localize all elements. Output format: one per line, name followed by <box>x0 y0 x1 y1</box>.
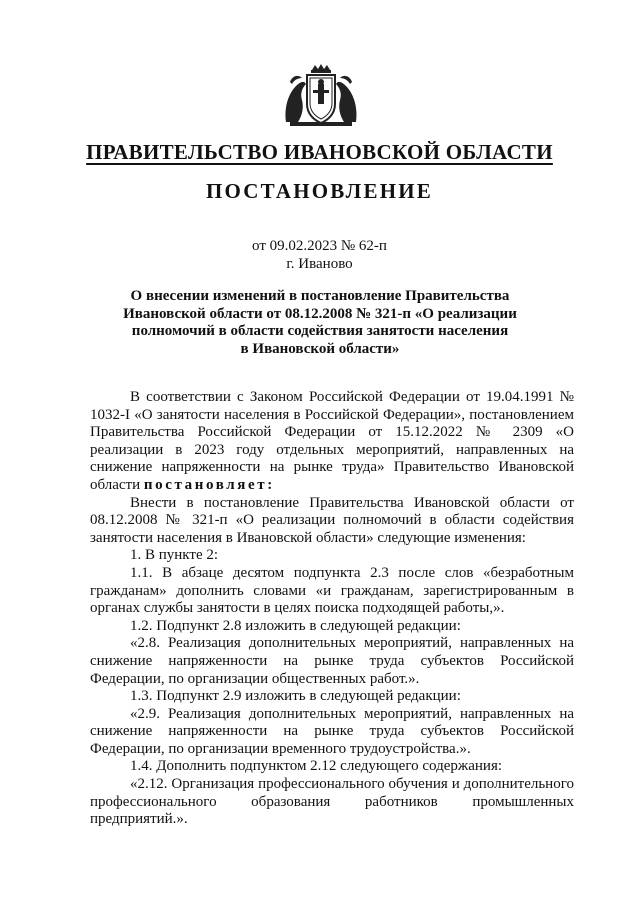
document-city: г. Иваново <box>286 256 353 272</box>
body-paragraph: 1.3. Подпункт 2.9 изложить в следующей редакции: <box>130 688 461 705</box>
preamble-paragraph <box>90 389 574 495</box>
document-type: ПОСТАНОВЛЕНИЕ <box>205 179 434 203</box>
body-paragraph: 1. В пункте 2: <box>130 547 219 564</box>
body-paragraph: «2.8. Реализация дополнительных мероприятий, направленных на снижение напряженности на рынке труда субъектов Российской Федерации, по организации общественных работ.». <box>90 635 574 687</box>
body-paragraph: 1.1. В абзаце десятом подпункта 2.3 после слов «безработным гражданам» дополнить словами «и гражданам, зарегистрированным в органах службы занятости в целях поиска подходящей работы,». <box>90 564 574 617</box>
subject-line: в Ивановской области» <box>240 340 400 357</box>
document-subject <box>120 288 520 358</box>
subject-line: Ивановской области от 08.12.2008 № 321-п «О реализации <box>123 305 517 322</box>
government-title: ПРАВИТЕЛЬСТВО ИВАНОВСКОЙ ОБЛАСТИ <box>86 140 553 164</box>
body-paragraph: «2.9. Реализация дополнительных мероприятий, направленных на снижение напряженности на рынке труда субъектов Российской Федерации, по организации временного трудоустройства.». <box>90 705 574 757</box>
body-paragraph: 1.2. Подпункт 2.8 изложить в следующей редакции: <box>130 617 461 634</box>
ivanovo-coat-of-arms-icon <box>282 64 360 128</box>
body-paragraph: «2.12. Организация профессионального обучения и дополнительного профессионального образования работников промышленных предприятий.». <box>90 776 574 828</box>
decrees-word: постановляет <box>143 476 268 493</box>
body-paragraph: Внести в постановление Правительства Ивановской области от 08.12.2008 № 321-п «О реализации полномочий в области содействия занятости населения в Ивановской области» следующие изменения: <box>90 494 574 546</box>
subject-line: О внесении изменений в постановление Правительства <box>130 288 510 304</box>
subject-line: полномочий в области содействия занятости населения <box>131 323 509 339</box>
body-paragraph: 1.4. Дополнить подпунктом 2.12 следующего содержания: <box>130 758 503 775</box>
document-date-number: от 09.02.2023 № 62-п <box>252 238 387 254</box>
preamble-text: В соответствии с Законом Российской Федерации от 19.04.1991 № 1032-I «О занятости населения в Российской Федерации», постановлением Правительства Российской Федерации от 15.12.2022 № 2309 «О реализации в 2023 году отдельных мероприятий, направленных на снижение напряженности на рынке труда» Правительство Ивановской области <box>90 389 574 493</box>
document-body <box>90 389 574 829</box>
decrees-colon: : <box>267 476 273 493</box>
